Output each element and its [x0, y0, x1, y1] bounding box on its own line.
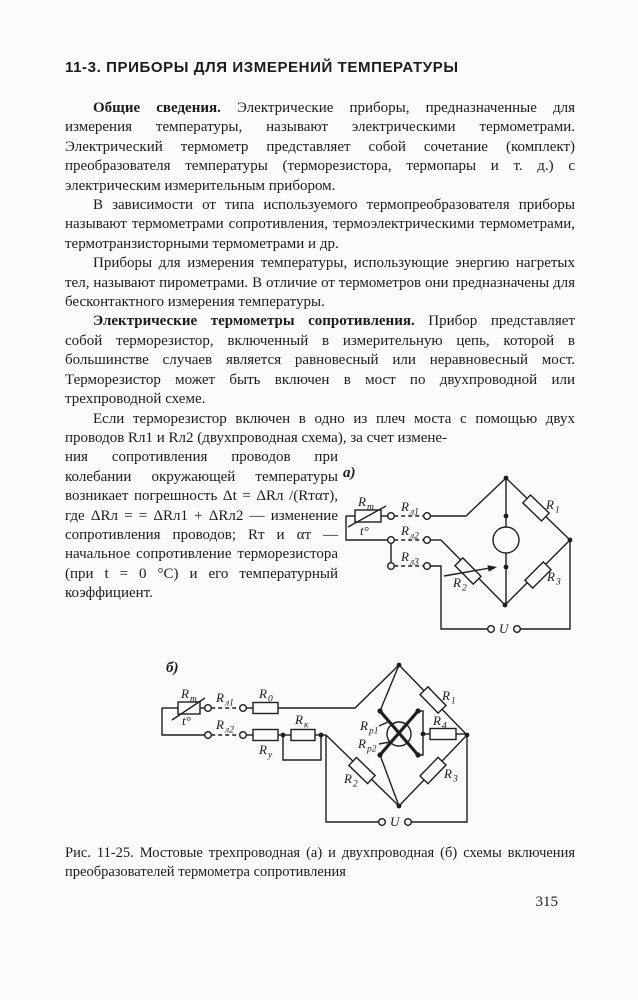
lead-rl2	[205, 717, 247, 738]
figure-b-tag: б)	[166, 660, 179, 677]
rp2-label-sub: p2	[367, 744, 377, 755]
lead-rl2	[388, 523, 441, 543]
resistor-rk-with-bypass	[278, 712, 326, 760]
u-label: U	[390, 814, 400, 830]
rl1-label: R	[401, 499, 409, 515]
text-figure-row	[65, 448, 631, 644]
rp1-label-sub: p1	[369, 726, 379, 737]
rl1-label-sub: л1	[410, 507, 419, 518]
resistor-ry	[246, 730, 278, 761]
paragraph-lead-bold: Общие сведения.	[93, 100, 221, 116]
r3-label-sub: 3	[453, 774, 458, 785]
supply-terminals	[488, 540, 570, 636]
rl2-label-sub: л2	[410, 531, 419, 542]
temperature-label: t°	[360, 523, 369, 539]
ry-label: R	[259, 742, 267, 758]
paragraph-resistance-thermometers	[65, 312, 575, 409]
paragraph-thermometer-types: В зависимости от типа используемого термопреобразователя приборы называют термометрами сопротивления, термоэлектрическими термометрами, термотранзисторными термометрами и др.	[65, 197, 575, 252]
circuit-b-two-wire-bridge	[150, 652, 480, 840]
rp1-label: R	[360, 718, 368, 734]
resistor-r4	[423, 713, 467, 740]
r0-label-sub: 0	[268, 694, 273, 705]
r0-label: R	[259, 686, 267, 702]
resistor-r2	[343, 758, 375, 790]
r2-label: R	[344, 771, 352, 787]
r3-label-sub: 3	[556, 577, 561, 588]
resistor-r1	[420, 687, 456, 713]
section-heading: 11-3. ПРИБОРЫ ДЛЯ ИЗМЕРЕНИЙ ТЕМПЕРАТУРЫ	[65, 59, 459, 76]
paragraph-text: Прибор представляет собой терморезистор, включенный в измерительную цепь, которой в большинстве случаев является равновесный или неравновесный мост. Терморезистор может быть включен в мост по двухпроводной или трехпроводной схеме.	[65, 313, 575, 408]
figure-a-container	[338, 448, 631, 644]
paragraph-text: Электрические приборы, предназначенные для измерения температуры, называют электрическими термометрами. Электрический термометр представляет собой сочетание (комплект) преобразователя температуры (терморезистора, термопары и т. д.) с электрическим измерительным прибором.	[65, 100, 576, 194]
paragraph-two-wire-intro: Если терморезистор включен в одно из плеч моста с помощью двух проводов Rл1 и Rл2 (двухпроводная схема), за счет измене-	[65, 410, 575, 446]
rk-label-sub: к	[304, 720, 309, 731]
galvanometer-icon	[493, 527, 519, 553]
r2-label-sub: 2	[353, 779, 358, 790]
r1-label: R	[546, 497, 554, 513]
paragraph-pyrometers: Приборы для измерения температуры, использующие энергию нагретых тел, называют пирометрами. В отличие от термометров они предназначены для бесконтактного измерения температуры.	[65, 255, 575, 311]
rl1-label: R	[216, 690, 224, 706]
r2-label: R	[453, 575, 461, 591]
rl3-label: R	[401, 549, 409, 565]
paragraph-lead-bold: Электрические термометры сопротивления.	[93, 313, 415, 330]
ry-label-sub: у	[268, 750, 273, 761]
resistor-r1	[523, 495, 560, 521]
r4-label: R	[433, 713, 441, 729]
thermoresistor-icon	[346, 494, 388, 538]
paragraph-general-info	[65, 99, 575, 196]
rl1-label-sub: л1	[225, 698, 234, 709]
r1-label-sub: 1	[451, 696, 456, 707]
rp2-label: R	[358, 736, 366, 752]
lead-rl1	[205, 690, 247, 711]
lead-rl1	[388, 478, 506, 519]
narrow-text-column	[65, 448, 338, 644]
rt-label-sub: т	[367, 502, 374, 513]
r3-label: R	[444, 766, 452, 782]
rt-label-sub: т	[190, 694, 197, 705]
lead-rl3	[388, 549, 488, 629]
r4-label-sub: 4	[442, 721, 447, 732]
temperature-label: t°	[182, 713, 191, 729]
circuit-a-three-wire-bridge	[338, 458, 630, 644]
r1-label: R	[442, 688, 450, 704]
paragraph-error-formula: ния сопротивления проводов при колебании окружающей температуры возникает погрешность Δt = ΔRл /(Rтαт), где ΔRл = = ΔRл1 + ΔRл2 — изменение сопротивления проводов; Rт и αт — начальное сопротивление терморезистора (при t = 0 °C) и его температурный коэффициент.	[65, 449, 338, 602]
resistor-r0	[246, 665, 399, 714]
r2-label-sub: 2	[462, 583, 467, 594]
rl3-label-sub: л3	[410, 557, 419, 568]
r1-label-sub: 1	[555, 505, 560, 516]
ratiometer-icon	[357, 709, 423, 758]
page-number: 315	[535, 894, 558, 911]
rl2-label-sub: л2	[225, 725, 234, 736]
rk-label: R	[295, 712, 303, 728]
resistor-r3	[525, 562, 561, 588]
rt-label: R	[181, 686, 189, 702]
resistor-r3	[420, 758, 458, 785]
rt-label: R	[358, 494, 366, 510]
figure-a-tag: а)	[343, 465, 356, 482]
thermoresistor-icon	[162, 686, 205, 728]
rl2-label: R	[401, 523, 409, 539]
u-label: U	[499, 621, 509, 637]
r3-label: R	[547, 569, 555, 585]
figure-caption: Рис. 11-25. Мостовые трехпроводная (а) и двухпроводная (б) схемы включения преобразователей термометра сопротивления	[65, 845, 575, 881]
rl2-label: R	[216, 717, 224, 733]
